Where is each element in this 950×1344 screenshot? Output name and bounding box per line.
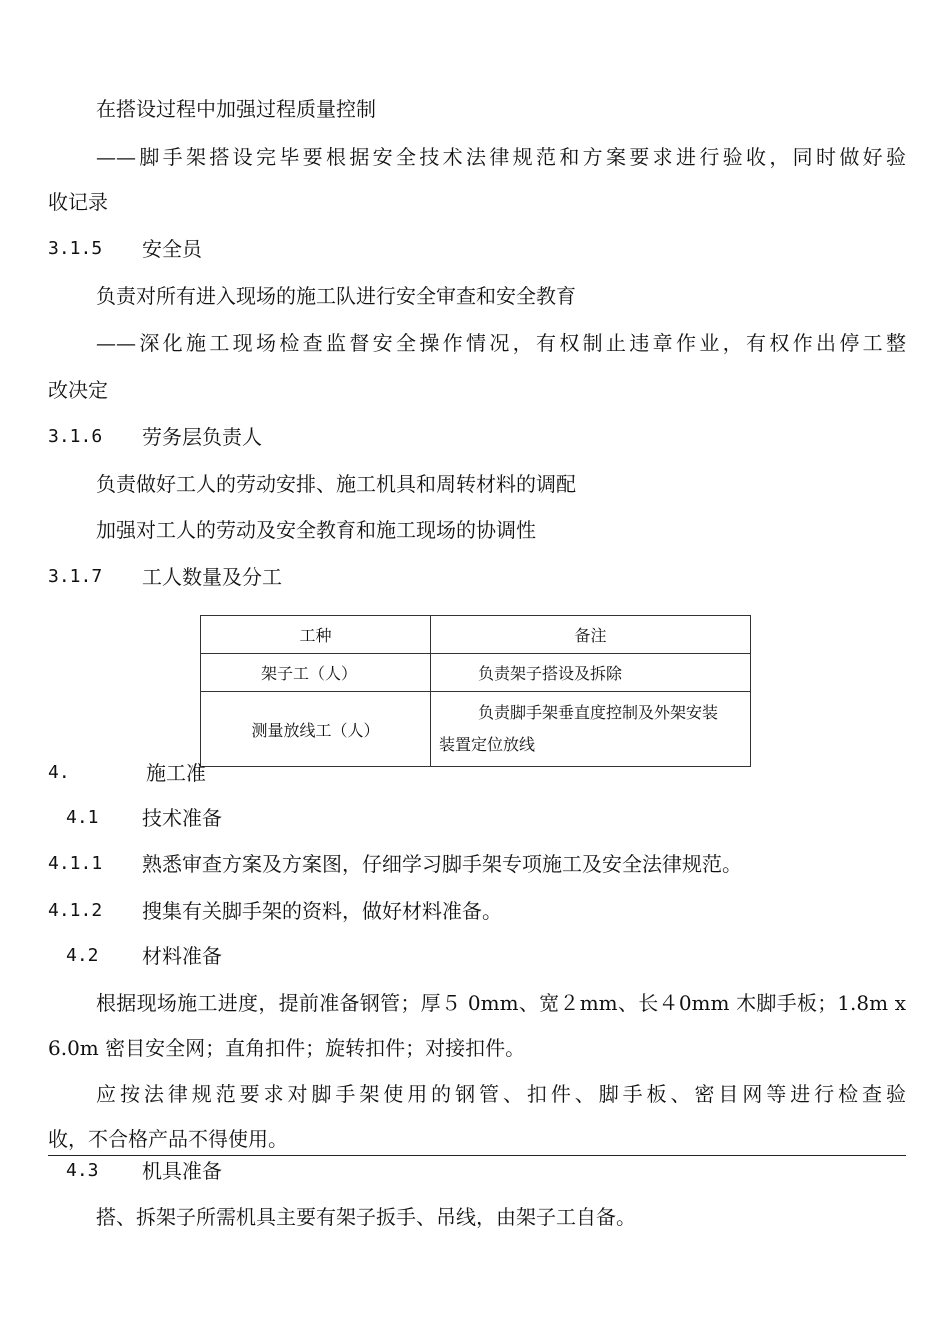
worker-table <box>200 615 751 767</box>
table-row <box>201 654 751 692</box>
section-4-title: 施工准 <box>146 761 206 785</box>
paragraph-tools: 搭、拆架子所需机具主要有架子扳手、吊线，由架子工自备。 <box>96 1205 636 1229</box>
table-cell: 负责架子搭设及拆除 <box>431 654 751 692</box>
paragraph-quality-control: 在搭设过程中加强过程质量控制 <box>96 97 376 121</box>
paragraph-material-line2: 6.0m 密目安全网；直角扣件；旋转扣件；对接扣件。 <box>48 1036 526 1060</box>
section-3-1-6-number: 3.1.6 <box>48 426 103 447</box>
section-4-1-2-number: 4.1.2 <box>48 900 103 921</box>
section-3-1-6-title: 劳务层负责人 <box>142 425 262 449</box>
paragraph-labor-education: 加强对工人的劳动及安全教育和施工现场的协调性 <box>96 518 536 542</box>
table-header-cell: 工种 <box>201 616 431 654</box>
section-4-1-1-text: 熟悉审查方案及方案图，仔细学习脚手架专项施工及安全法律规范。 <box>142 852 742 876</box>
table-header-cell: 备注 <box>431 616 751 654</box>
table-cell: 测量放线工（人） <box>201 692 431 767</box>
section-3-1-5-title: 安全员 <box>142 237 202 261</box>
section-4-number: 4. <box>48 762 70 783</box>
paragraph-inspection-acceptance-line2: 收，不合格产品不得使用。 <box>48 1127 288 1151</box>
table-cell: 架子工（人） <box>201 654 431 692</box>
section-4-1-1-number: 4.1.1 <box>48 853 103 874</box>
section-3-1-5-number: 3.1.5 <box>48 238 103 259</box>
section-4-1-2-text: 搜集有关脚手架的资料，做好材料准备。 <box>142 899 502 923</box>
paragraph-inspection-line2: 改决定 <box>48 378 108 402</box>
table-header-row <box>201 616 751 654</box>
section-4-3-number: 4.3 <box>66 1160 99 1181</box>
section-4-1-title: 技术准备 <box>142 806 222 830</box>
paragraph-acceptance-line1: ——脚手架搭设完毕要根据安全技术法律规范和方案要求进行验收，同时做好验 <box>96 145 906 169</box>
table-row <box>201 692 751 767</box>
section-4-2-number: 4.2 <box>66 945 99 966</box>
paragraph-labor-arrangement: 负责做好工人的劳动安排、施工机具和周转材料的调配 <box>96 472 576 496</box>
section-4-1-number: 4.1 <box>66 807 99 828</box>
section-3-1-7-title: 工人数量及分工 <box>142 565 282 589</box>
paragraph-safety-review: 负责对所有进入现场的施工队进行安全审查和安全教育 <box>96 284 576 308</box>
paragraph-acceptance-line2: 收记录 <box>48 190 108 214</box>
table-cell-line: 装置定位放线 <box>439 735 536 754</box>
paragraph-material-line1: 根据现场施工进度，提前准备钢管；厚５ 0mm、宽２mm、长４0mm 木脚手板；1.8m x <box>96 991 906 1015</box>
paragraph-inspection-line1: ——深化施工现场检查监督安全操作情况，有权制止违章作业，有权作出停工整 <box>96 331 906 355</box>
table-cell-line: 负责脚手架垂直度控制及外架安装 <box>478 703 719 722</box>
paragraph-inspection-acceptance-line1: 应按法律规范要求对脚手架使用的钢管、扣件、脚手板、密目网等进行检查验 <box>96 1082 906 1106</box>
horizontal-divider <box>48 1155 906 1156</box>
section-4-2-title: 材料准备 <box>142 944 222 968</box>
section-4-3-title: 机具准备 <box>142 1159 222 1183</box>
section-3-1-7-number: 3.1.7 <box>48 566 103 587</box>
table-cell <box>431 692 751 767</box>
